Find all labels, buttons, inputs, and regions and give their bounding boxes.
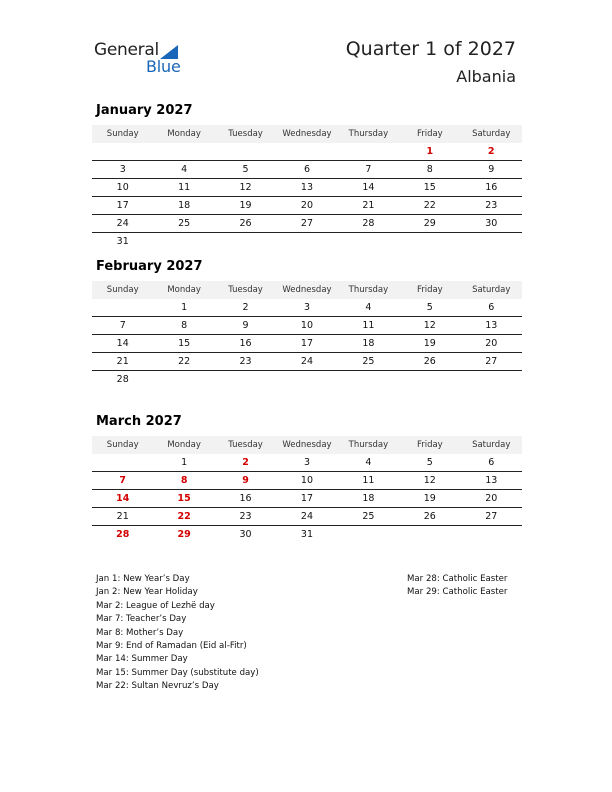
holiday-entry: Mar 15: Summer Day (substitute day) bbox=[96, 667, 259, 678]
day-cell: 11 bbox=[362, 475, 375, 486]
day-cell: 22 bbox=[178, 356, 191, 367]
day-cell: 4 bbox=[181, 164, 188, 175]
holiday-list-left bbox=[96, 573, 259, 694]
weekday-label: Friday bbox=[416, 440, 443, 450]
day-cell: 13 bbox=[485, 475, 498, 486]
day-cell: 12 bbox=[423, 320, 436, 331]
day-cell: 1 bbox=[181, 302, 188, 313]
day-cell: 24 bbox=[300, 511, 314, 522]
day-cell: 15 bbox=[423, 182, 436, 193]
day-cell: 16 bbox=[239, 338, 252, 349]
day-cell: 11 bbox=[178, 182, 191, 193]
day-cell: 24 bbox=[116, 218, 129, 229]
day-cell: 23 bbox=[485, 200, 498, 211]
day-cell: 27 bbox=[485, 511, 498, 522]
week-row bbox=[92, 143, 522, 161]
day-cell: 18 bbox=[178, 200, 191, 211]
day-cell: 20 bbox=[485, 493, 498, 504]
day-cell: 5 bbox=[426, 457, 433, 468]
holiday-entry: Jan 1: New Year’s Day bbox=[96, 574, 190, 584]
day-cell: 4 bbox=[365, 302, 372, 313]
day-cell: 9 bbox=[242, 475, 249, 486]
country-name: Albania bbox=[456, 67, 516, 86]
week-row bbox=[92, 508, 522, 526]
day-cell: 12 bbox=[239, 182, 252, 193]
day-cell: 2 bbox=[242, 302, 249, 313]
day-cell: 10 bbox=[300, 475, 314, 486]
week-row bbox=[92, 371, 522, 388]
day-cell: 10 bbox=[300, 320, 314, 331]
day-cell: 23 bbox=[239, 511, 252, 522]
day-cell: 30 bbox=[239, 529, 252, 540]
weekday-label: Wednesday bbox=[282, 285, 332, 295]
day-cell: 2 bbox=[487, 146, 495, 157]
day-cell: 9 bbox=[242, 320, 249, 331]
weekday-header-row bbox=[92, 125, 522, 143]
weekday-label: Tuesday bbox=[228, 440, 263, 450]
day-cell: 19 bbox=[239, 200, 252, 211]
holiday-entry: Mar 9: End of Ramadan (Eid al-Fitr) bbox=[96, 641, 247, 652]
holiday-entry: Mar 2: League of Lezhë day bbox=[96, 600, 215, 611]
day-cell: 27 bbox=[300, 218, 314, 229]
holiday-entry: Jan 2: New Year Holiday bbox=[96, 587, 198, 598]
week-row bbox=[92, 490, 522, 508]
holiday-entry: Mar 29: Catholic Easter bbox=[407, 587, 508, 598]
weekday-label: Wednesday bbox=[282, 440, 332, 450]
weekday-header-row bbox=[92, 436, 522, 454]
week-row bbox=[92, 353, 522, 371]
day-cell: 16 bbox=[485, 182, 498, 193]
day-cell: 20 bbox=[485, 338, 498, 349]
weekday-label: Friday bbox=[416, 285, 443, 295]
month-title: February 2027 bbox=[96, 259, 203, 274]
day-cell: 31 bbox=[116, 236, 129, 247]
day-cell: 25 bbox=[362, 356, 375, 367]
month-title: March 2027 bbox=[96, 414, 182, 429]
week-row bbox=[92, 335, 522, 353]
holiday-entry: Mar 22: Sultan Nevruz’s Day bbox=[96, 681, 219, 692]
day-cell: 25 bbox=[362, 511, 375, 522]
day-cell: 3 bbox=[303, 302, 310, 313]
day-cell: 9 bbox=[488, 164, 495, 175]
day-cell: 21 bbox=[116, 356, 129, 367]
day-cell: 4 bbox=[365, 457, 372, 468]
weekday-label: Thursday bbox=[348, 285, 389, 295]
day-cell: 21 bbox=[362, 200, 375, 211]
day-cell: 29 bbox=[423, 218, 436, 229]
weekday-label: Sunday bbox=[106, 440, 139, 450]
weekday-label: Monday bbox=[167, 129, 201, 139]
week-row bbox=[92, 179, 522, 197]
day-cell: 23 bbox=[239, 356, 252, 367]
holiday-entry: Mar 8: Mother’s Day bbox=[96, 627, 184, 638]
weekday-label: Monday bbox=[167, 440, 201, 450]
day-cell: 20 bbox=[300, 200, 314, 211]
weekday-label: Sunday bbox=[106, 129, 139, 139]
day-cell: 7 bbox=[119, 320, 126, 331]
week-row bbox=[92, 454, 522, 472]
quarter-title: Quarter 1 of 2027 bbox=[345, 38, 516, 60]
day-cell: 24 bbox=[300, 356, 314, 367]
day-cell: 16 bbox=[239, 493, 252, 504]
day-cell: 30 bbox=[485, 218, 498, 229]
day-cell: 8 bbox=[426, 164, 433, 175]
day-cell: 26 bbox=[423, 511, 436, 522]
day-cell: 6 bbox=[303, 164, 310, 175]
holiday-entry: Mar 7: Teacher’s Day bbox=[96, 614, 187, 625]
month-title: January 2027 bbox=[96, 103, 193, 118]
day-cell: 28 bbox=[116, 529, 130, 540]
logo-general-text: General bbox=[94, 40, 159, 60]
day-cell: 6 bbox=[488, 457, 495, 468]
day-cell: 28 bbox=[362, 218, 375, 229]
day-cell: 25 bbox=[178, 218, 191, 229]
day-cell: 17 bbox=[300, 493, 314, 504]
day-cell: 28 bbox=[116, 374, 129, 385]
holiday-entry: Mar 28: Catholic Easter bbox=[407, 574, 508, 584]
week-row bbox=[92, 197, 522, 215]
weekday-label: Thursday bbox=[348, 129, 389, 139]
day-cell: 22 bbox=[423, 200, 436, 211]
day-cell: 17 bbox=[116, 200, 129, 211]
day-cell: 17 bbox=[300, 338, 314, 349]
day-cell: 14 bbox=[116, 493, 130, 504]
day-cell: 26 bbox=[239, 218, 252, 229]
week-row bbox=[92, 233, 522, 250]
day-cell: 7 bbox=[119, 475, 127, 486]
day-cell: 1 bbox=[426, 146, 434, 157]
week-row bbox=[92, 472, 522, 490]
day-cell: 8 bbox=[181, 320, 188, 331]
day-cell: 19 bbox=[423, 338, 436, 349]
weekday-label: Saturday bbox=[472, 440, 511, 450]
day-cell: 11 bbox=[362, 320, 375, 331]
day-cell: 27 bbox=[485, 356, 498, 367]
day-cell: 13 bbox=[485, 320, 498, 331]
weekday-label: Tuesday bbox=[228, 285, 263, 295]
week-row bbox=[92, 526, 522, 543]
weekday-label: Monday bbox=[167, 285, 201, 295]
week-row bbox=[92, 215, 522, 233]
holiday-list-right bbox=[407, 573, 507, 600]
weekday-label: Saturday bbox=[472, 129, 511, 139]
day-cell: 10 bbox=[116, 182, 129, 193]
day-cell: 29 bbox=[177, 529, 191, 540]
day-cell: 18 bbox=[362, 493, 375, 504]
day-cell: 22 bbox=[177, 511, 191, 522]
week-row bbox=[92, 299, 522, 317]
day-cell: 31 bbox=[300, 529, 314, 540]
day-cell: 13 bbox=[300, 182, 314, 193]
day-cell: 7 bbox=[365, 164, 372, 175]
day-cell: 2 bbox=[242, 457, 249, 468]
day-cell: 5 bbox=[242, 164, 249, 175]
logo-blue-text: Blue bbox=[146, 57, 181, 76]
weekday-header-row bbox=[92, 281, 522, 299]
weekday-label: Saturday bbox=[472, 285, 511, 295]
weekday-label: Thursday bbox=[348, 440, 389, 450]
logo bbox=[94, 40, 194, 78]
day-cell: 19 bbox=[423, 493, 436, 504]
day-cell: 5 bbox=[426, 302, 433, 313]
day-cell: 21 bbox=[116, 511, 129, 522]
month-march bbox=[92, 414, 522, 543]
day-cell: 26 bbox=[423, 356, 436, 367]
day-cell: 14 bbox=[362, 182, 375, 193]
day-cell: 3 bbox=[303, 457, 310, 468]
day-cell: 18 bbox=[362, 338, 375, 349]
day-cell: 8 bbox=[180, 475, 188, 486]
week-row bbox=[92, 161, 522, 179]
weekday-label: Friday bbox=[416, 129, 443, 139]
day-cell: 15 bbox=[177, 493, 191, 504]
holiday-entry: Mar 14: Summer Day bbox=[96, 654, 188, 665]
day-cell: 12 bbox=[423, 475, 436, 486]
week-row bbox=[92, 317, 522, 335]
day-cell: 15 bbox=[178, 338, 191, 349]
weekday-label: Sunday bbox=[106, 285, 139, 295]
day-cell: 6 bbox=[488, 302, 495, 313]
weekday-label: Tuesday bbox=[228, 129, 263, 139]
day-cell: 14 bbox=[116, 338, 129, 349]
day-cell: 1 bbox=[181, 457, 188, 468]
month-january bbox=[92, 103, 522, 250]
month-february bbox=[92, 259, 522, 388]
weekday-label: Wednesday bbox=[282, 129, 332, 139]
day-cell: 3 bbox=[119, 164, 126, 175]
